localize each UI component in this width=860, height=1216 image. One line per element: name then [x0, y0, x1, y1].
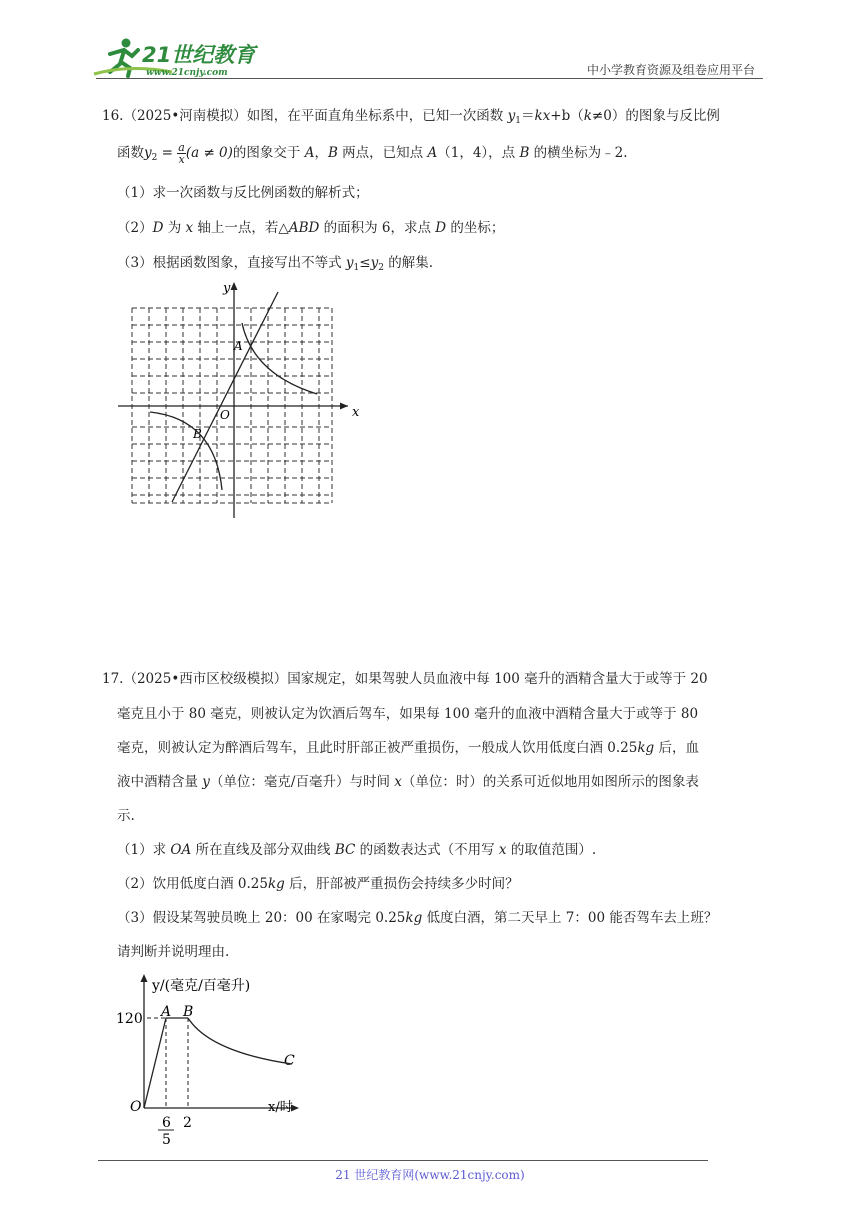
x-tick-frac-num: 6: [162, 1115, 171, 1131]
q17-line-4: 液中酒精含量 y（单位：毫克/百毫升）与时间 x（单位：时）的关系可近似地用如图所示的图象表: [117, 774, 699, 790]
point-b-label: B: [183, 1004, 194, 1020]
q16-part-2: （2）D 为 x 轴上一点，若△ABD 的面积为 6，求点 D 的坐标；: [117, 220, 505, 236]
q17-line-5: 示.: [117, 808, 135, 824]
header-platform-name: 中小学教育资源及组卷应用平台: [586, 63, 755, 77]
y-axis-label: y/(毫克/百毫升): [152, 978, 251, 994]
axes: [118, 284, 348, 518]
q17-line-1: 17.（2025•西市区校级模拟）国家规定，如果驾驶人员血液中每 100 毫升的酒精含量大于或等于 20: [102, 671, 708, 687]
point-a-label: A: [161, 1004, 172, 1020]
q16-line-2: 函数$y_2$ = $\frac{a}{x}$ (a ≠ 0)的图象交于 A，B 两点，已知点 A（1，4），点 B 的横坐标为﹣2.: [117, 141, 628, 166]
y-axis-arrow-icon: [141, 974, 148, 982]
linear-function-line: [172, 292, 278, 502]
q17-part-1: （1）求 OA 所在直线及部分双曲线 BC 的函数表达式（不用写 x 的取值范围）.: [117, 842, 597, 858]
q16-part-3: （3）根据函数图象，直接写出不等式 $y_1\le y_2$ 的解集.: [117, 255, 434, 273]
q16-part-1: （1）求一次函数与反比例函数的解析式；: [117, 185, 369, 201]
x-axis-label: x/时: [268, 1100, 293, 1115]
point-b-label: B: [193, 427, 202, 441]
logo-title: 21世纪教育: [142, 43, 256, 67]
y-tick-120: 120: [116, 1011, 143, 1027]
q17-graph: [112, 968, 307, 1148]
x-tick-2: 2: [183, 1115, 192, 1131]
axes: [144, 978, 297, 1108]
point-a-label: A: [234, 339, 243, 353]
header-divider: [96, 78, 763, 79]
q17-part-3: （3）假设某驾驶员晚上 20：00 在家喝完 0.25kg 低度白酒，第二天早上 7：00 能否驾车去上班？: [117, 910, 718, 926]
x-tick-frac-den: 5: [162, 1132, 171, 1148]
y-axis-arrow-icon: [231, 282, 238, 290]
site-logo: [92, 34, 262, 80]
logo-url: www.21cnjy.com: [146, 68, 228, 78]
q17-part-3-line-2: 请判断并说明理由.: [117, 944, 230, 960]
y-axis-label: y: [223, 281, 231, 296]
footer-text: 21 世纪教育网(www.21cnjy.com): [335, 1168, 525, 1182]
q17-line-2: 毫克且小于 80 毫克，则被认定为饮酒后驾车，如果每 100 毫升的血液中酒精含量大于或等于 80: [117, 706, 699, 722]
origin-label: O: [220, 408, 230, 422]
fraction-a-over-x: $\frac{a}{x}$: [178, 141, 185, 166]
curve-b-c: [188, 1018, 292, 1064]
q17-part-2: （2）饮用低度白酒 0.25kg 后，肝部被严重损伤会持续多少时间？: [117, 876, 519, 892]
q16-line-1: 16.（2025•河南模拟）如图，在平面直角坐标系中，已知一次函数 $y_1=kx+b(k\ne 0)$的图象与反比例: [102, 108, 720, 126]
origin-label: O: [130, 1099, 142, 1115]
x-axis-arrow-icon: [340, 403, 348, 410]
point-c-label: C: [284, 1053, 295, 1069]
q16-graph: [110, 278, 370, 523]
q17-line-3: 毫克，则被认定为醉酒后驾车，且此时肝部正被严重损伤，一般成人饮用低度白酒 0.25kg 后，血: [117, 740, 699, 756]
footer-divider: [98, 1160, 708, 1161]
x-axis-label: x: [352, 405, 360, 420]
